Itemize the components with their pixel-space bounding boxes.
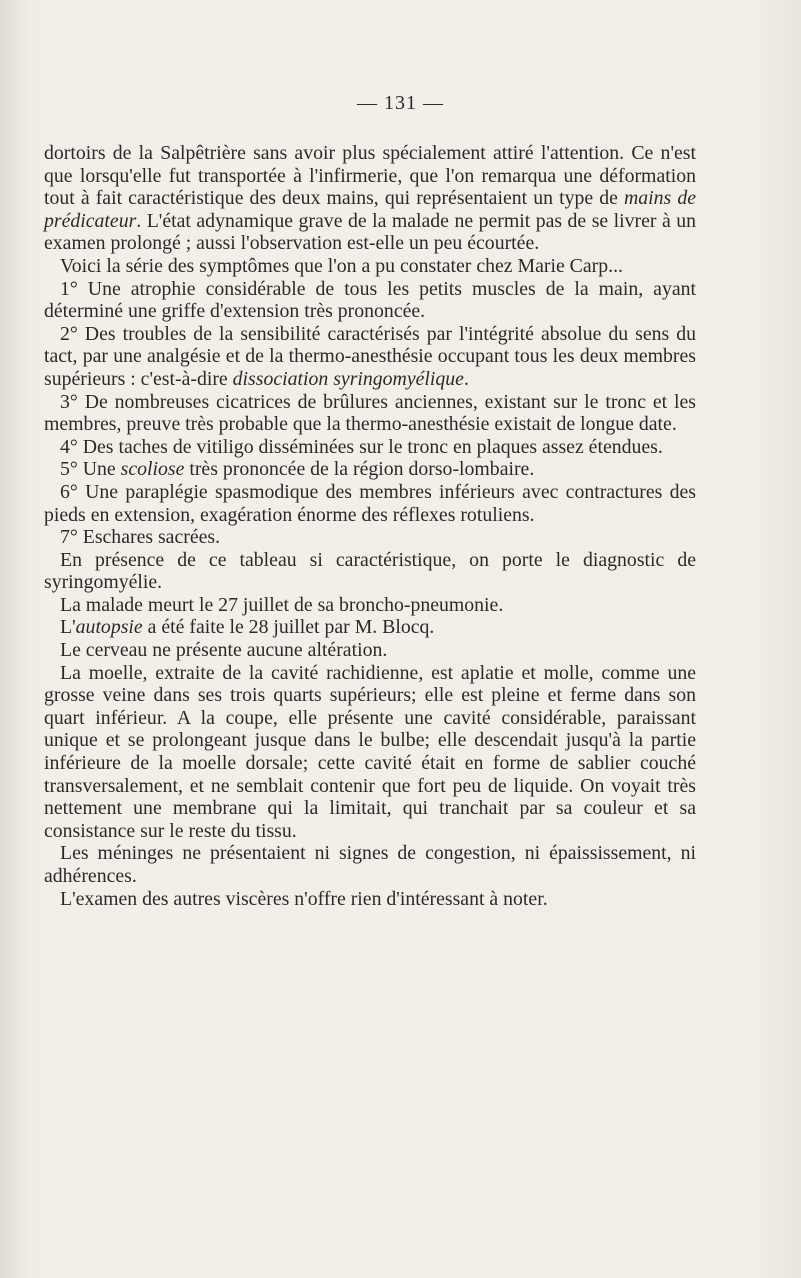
paragraph-p4 <box>44 323 696 391</box>
paragraph-p11 <box>44 594 696 617</box>
paragraph-p10 <box>44 549 696 594</box>
text-run: 7° Eschares sacrées. <box>60 526 221 549</box>
text-run: En présence de ce tableau si caractéristique, on porte le diagnostic de syringomyélie. <box>44 548 696 594</box>
text-run: Voici la série des symptômes que l'on a pu constater chez Marie Carp... <box>60 254 623 277</box>
paragraph-p7 <box>44 458 696 481</box>
paragraph-p5 <box>44 391 696 436</box>
text-run: Les méninges ne présentaient ni signes de congestion, ni épaississement, ni adhérences. <box>44 842 696 887</box>
text-run: La moelle, extraite de la cavité rachidienne, est aplatie et molle, comme une grosse veine dans ses trois quarts supérieurs; elle est pleine et ferme dans son quart inférieur. A la coupe, elle présente une cavité considérable, paraissant unique et se prolongeant jusque dans le bulbe; elle descendait jusqu'à la partie inférieure de la moelle dorsale; cette cavité était en forme de sablier couché transversalement, et ne semblait contenir que fort peu de liquide. On voyait très nettement une membrane qui la limitait, qui tranchait par sa couleur et sa consistance sur le reste du tissu. <box>44 661 696 842</box>
text-run: . <box>463 367 469 390</box>
text-run: très prononcée de la région dorso-lombaire. <box>184 458 535 481</box>
text-run: La malade meurt le 27 juillet de sa broncho-pneumonie. <box>60 593 504 616</box>
italic-text: scoliose <box>120 458 185 481</box>
paragraph-p6 <box>44 436 696 459</box>
text-run: . L'état adynamique grave de la malade ne permit pas de se livrer à un examen prolongé ; aussi l'observation est-elle un peu écourtée. <box>44 209 696 255</box>
paragraph-p1 <box>44 142 696 255</box>
italic-text: dissociation syringomyélique <box>232 367 464 390</box>
page-number: — 131 — <box>357 92 444 114</box>
paragraph-p9 <box>44 526 696 549</box>
italic-text: mains de prédicateur <box>44 187 696 232</box>
page-edge-shadow <box>0 0 28 1278</box>
text-run: 1° Une atrophie considérable de tous les petits muscles de la main, ayant déterminé une griffe d'extension très prononcée. <box>44 277 696 323</box>
paragraph-p16 <box>44 888 696 911</box>
paragraph-p3 <box>44 278 696 323</box>
text-run: dortoirs de la Salpêtrière sans avoir plus spécialement attiré l'attention. Ce n'est que lorsqu'elle fut transportée à l'infirmerie, que l'on remarqua une déformation tout à fait caractéristique des deux mains, qui représentaient un type de <box>44 142 696 210</box>
italic-text: autopsie <box>75 616 143 639</box>
text-run: L' <box>60 616 76 639</box>
paragraph-p12 <box>44 616 696 639</box>
text-run: Le cerveau ne présente aucune altération. <box>60 639 388 662</box>
text-run: 5° Une <box>60 458 121 481</box>
paragraph-p15 <box>44 842 696 887</box>
text-run: 6° Une paraplégie spasmodique des membres inférieurs avec contractures des pieds en extension, exagération énorme des réflexes rotuliens. <box>44 480 696 526</box>
body-text <box>44 142 696 910</box>
text-run: 2° Des troubles de la sensibilité caractérisés par l'intégrité absolue du sens du tact, par une analgésie et de la thermo-anesthésie occupant tous les deux membres supérieurs : c'est-à-dire <box>44 322 696 390</box>
paragraph-p2 <box>44 255 696 278</box>
paragraph-p8 <box>44 481 696 526</box>
text-run: 4° Des taches de vitiligo disséminées sur le tronc en plaques assez étendues. <box>60 435 663 458</box>
paragraph-p14 <box>44 662 696 843</box>
paragraph-p13 <box>44 639 696 662</box>
text-run: a été faite le 28 juillet par M. Blocq. <box>142 616 435 639</box>
text-run: 3° De nombreuses cicatrices de brûlures anciennes, existant sur le tronc et les membres, preuve très probable que la thermo-anesthésie existait de longue date. <box>44 390 696 436</box>
text-run: L'examen des autres viscères n'offre rien d'intéressant à noter. <box>60 887 548 910</box>
